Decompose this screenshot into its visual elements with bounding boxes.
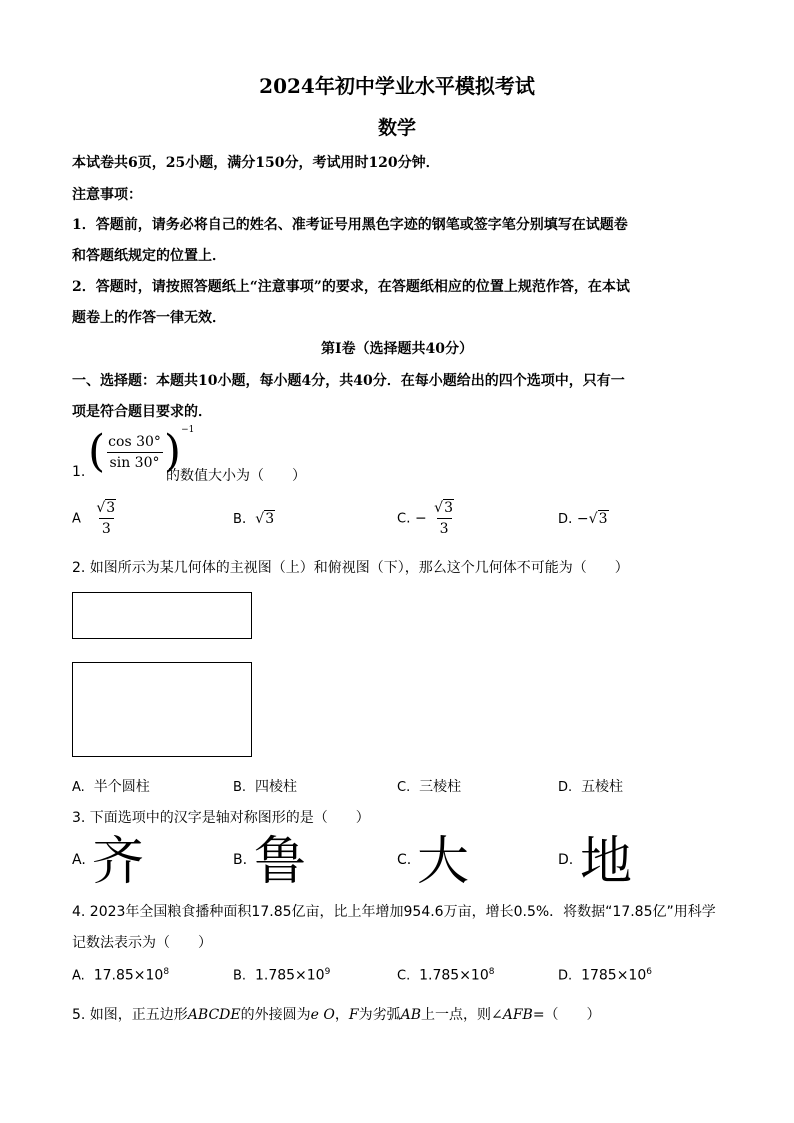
q3-stem: 3. 下面选项中的汉字是轴对称图形的是（ ） [72, 810, 370, 826]
q1-option-b: B. √3 [233, 511, 275, 527]
q1-fraction [105, 434, 164, 471]
section-1-line-1: 一、选择题：本题共10小题，每小题4分，共40分．在每小题给出的四个选项中，只有一 [72, 373, 625, 389]
q2-option-b: B. 四棱柱 [233, 779, 297, 795]
q1-option-a: A $\frac{√3}{3}$ [72, 500, 116, 537]
exam-info: 本试卷共6页，25小题，满分150分，考试用时120分钟． [72, 155, 440, 171]
q3-option-c-char: 大 [417, 832, 470, 892]
top-view-rectangle [72, 662, 252, 757]
q4-stem-line-2: 记数法表示为（ ） [72, 935, 212, 951]
q3-option-d-letter: D. [558, 852, 574, 868]
q4-stem-line-1: 4. 2023年全国粮食播种面积17.85亿亩，比上年增加954.6万亩，增长0.5%．将数据“17.85亿”用科学 [72, 904, 716, 920]
q3-option-b-char: 鲁 [254, 832, 307, 892]
q1-stem: 的数值大小为（ ） [166, 468, 306, 484]
q1-exponent: −1 [181, 425, 195, 436]
note-1-line-2: 和答题纸规定的位置上． [72, 248, 226, 264]
q3-option-a-letter: A. [72, 852, 86, 868]
q1-option-c: C. − $\frac{√3}{3}$ [397, 500, 454, 537]
section-1-line-2: 项是符合题目要求的． [72, 404, 212, 420]
q2-option-d: D. 五棱柱 [558, 779, 624, 795]
front-view-rectangle [72, 592, 252, 639]
q3-option-b-letter: B. [233, 852, 248, 868]
q1-numerator: cos 30° [108, 433, 161, 450]
q4-option-b: B. $1.785\times 10^9$ [233, 967, 331, 984]
q1-number: 1. [72, 464, 86, 480]
note-1-line-1: 1．答题前，请务必将自己的姓名、准考证号用黑色字迹的钢笔或签字笔分别填写在试题卷 [72, 217, 628, 233]
right-paren: ) [163, 426, 182, 477]
exam-subject: 数学 [377, 117, 416, 139]
part-1-heading: 第Ⅰ卷（选择题共40分） [320, 341, 474, 357]
q1-denominator: sin 30° [107, 452, 163, 471]
q1-option-d: D. −√3 [558, 511, 608, 527]
q2-stem: 2. 如图所示为某几何体的主视图（上）和俯视图（下），那么这个几何体不可能为（ ） [72, 560, 629, 576]
exam-title: 2024年初中学业水平模拟考试 [259, 74, 535, 98]
q4-option-d: D. $1785\times 10^6$ [558, 967, 652, 984]
notes-heading: 注意事项： [72, 187, 142, 203]
q3-option-c-letter: C. [397, 852, 412, 868]
q4-option-c: C. $1.785\times 10^8$ [397, 967, 495, 984]
note-2-line-1: 2．答题时，请按照答题纸上“注意事项”的要求，在答题纸相应的位置上规范作答，在本试 [72, 279, 630, 295]
q2-option-c: C. 三棱柱 [397, 779, 462, 795]
q3-option-a-char: 齐 [92, 832, 145, 892]
left-paren: ( [88, 426, 106, 477]
q2-option-a: A. 半个圆柱 [72, 779, 150, 795]
note-2-line-2: 题卷上的作答一律无效． [72, 310, 226, 326]
q3-option-d-char: 地 [580, 832, 633, 892]
q4-option-a: A. $17.85\times 10^8$ [72, 967, 170, 984]
q5-stem: 5. 如图，正五边形ABCDE的外接圆为e O，F为劣弧AB上一点，则∠AFB=（ ） [72, 1007, 601, 1023]
